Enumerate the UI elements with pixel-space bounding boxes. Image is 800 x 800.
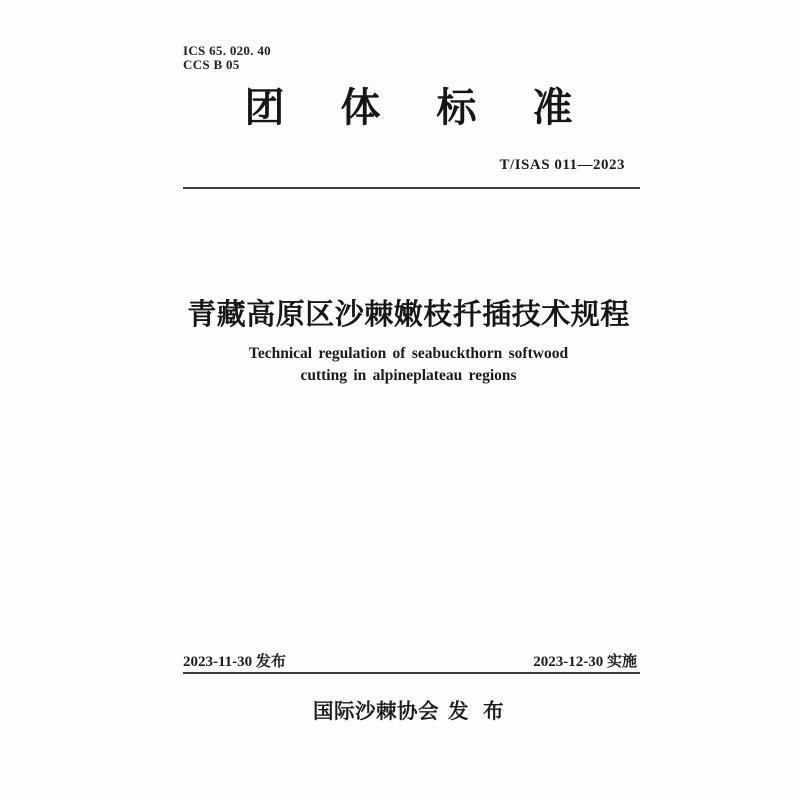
doc-type-char: 体 <box>340 85 381 131</box>
publisher-name: 国际沙棘协会 <box>313 701 439 723</box>
date-row <box>183 650 640 671</box>
doc-type-char: 准 <box>532 85 573 131</box>
implement-date: 2023-12-30 实施 <box>533 654 637 670</box>
main-title-zh: 青藏高原区沙棘嫩枝扦插技术规程 <box>187 297 630 331</box>
publish-label-char: 发 <box>448 701 469 723</box>
standard-number: T/ISAS 011—2023 <box>499 157 625 173</box>
bottom-divider <box>183 672 640 674</box>
ccs-code: CCS B 05 <box>183 57 240 72</box>
title-en-line2: cutting in alpineplateau regions <box>300 367 517 384</box>
publisher-line <box>160 694 657 724</box>
title-en-line1: Technical regulation of seabuckthorn softwood <box>248 345 569 362</box>
doc-type-title <box>160 86 657 130</box>
doc-type-char: 团 <box>244 85 285 131</box>
doc-type-char: 标 <box>436 85 477 131</box>
classification-codes <box>183 44 271 72</box>
issue-date: 2023-11-30 发布 <box>183 654 286 670</box>
top-divider <box>183 187 640 189</box>
title-en <box>160 343 657 387</box>
publish-label-char: 布 <box>483 701 504 723</box>
ics-code: ICS 65. 020. 40 <box>183 43 271 58</box>
